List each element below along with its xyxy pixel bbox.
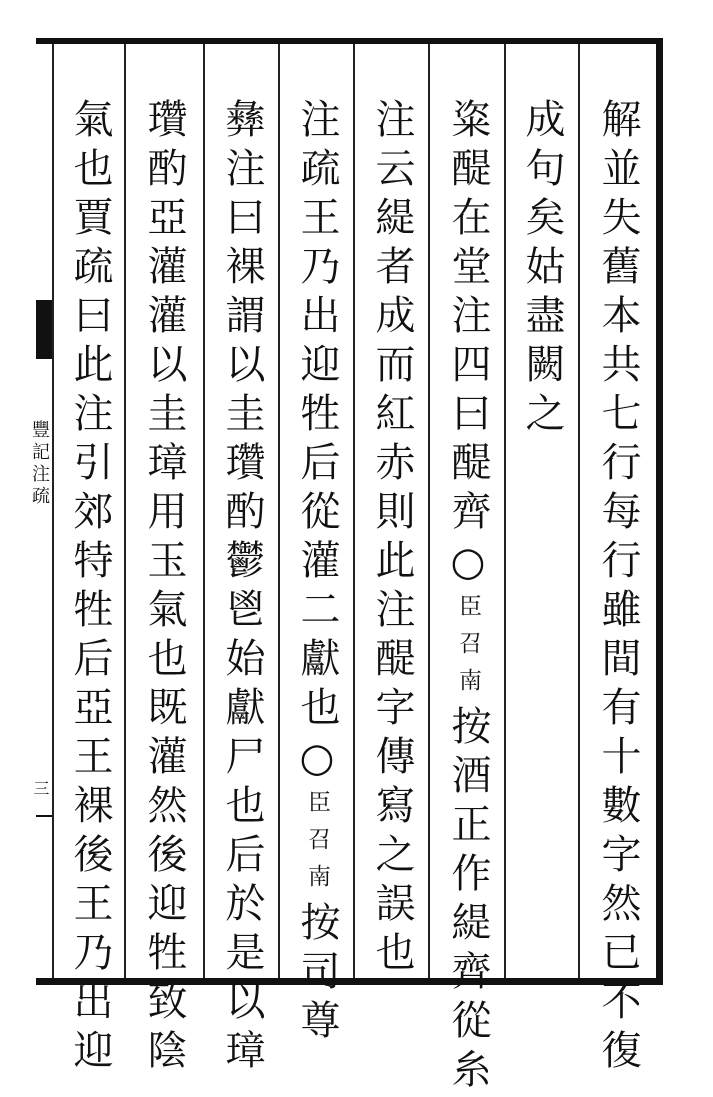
margin-fishtail-mark <box>36 300 52 358</box>
text-column-7 <box>138 98 190 1078</box>
column-annotation: 臣召南 <box>304 790 330 901</box>
text-column-1 <box>592 98 644 1078</box>
column-rule <box>578 44 580 978</box>
text-column-3 <box>442 98 494 1097</box>
column-main-text: 注疏王乃出迎牲后從灌二獻也○ <box>294 98 340 790</box>
margin-page-number: 三 <box>31 780 50 796</box>
column-main-text: 瓚酌亞灌灌以圭璋用玉氣也既灌然後迎牲致陰 <box>141 98 187 1078</box>
column-main-text: 氣也賈疏曰此注引郊特牲后亞王裸後王乃出迎 <box>67 98 113 1078</box>
frame-right-border <box>656 38 663 984</box>
column-main-text: 解並失舊本共七行每行雖間有十數字然已不復 <box>595 98 641 1078</box>
text-column-4 <box>366 98 418 980</box>
column-rule <box>428 44 430 978</box>
margin-fishtail-notch <box>36 356 52 389</box>
text-column-8 <box>64 98 116 1078</box>
column-rule <box>124 44 126 978</box>
column-rule <box>278 44 280 978</box>
frame-bottom-border <box>36 978 663 985</box>
column-main-text: 彝注曰裸謂以圭瓚酌鬱鬯始獻尸也后於是以璋 <box>219 98 265 1078</box>
frame-left-border <box>52 44 54 978</box>
column-tail-text: 按司尊 <box>294 901 340 1048</box>
text-column-2 <box>516 98 568 441</box>
column-main-text: 粢醍在堂注四曰醍齊○ <box>445 98 491 594</box>
margin-page-tick <box>36 815 52 817</box>
margin-book-title: 豐記注疏 <box>29 420 50 508</box>
column-rule <box>504 44 506 978</box>
text-column-6 <box>216 98 268 1078</box>
column-main-text: 注云緹者成而紅赤則此注醍字傳寫之誤也 <box>369 98 415 980</box>
column-rule <box>203 44 205 978</box>
column-annotation: 臣召南 <box>455 594 481 705</box>
column-rule <box>353 44 355 978</box>
column-main-text: 成句矣姑盡闕之 <box>519 98 565 441</box>
frame-top-border <box>36 38 662 44</box>
column-tail-text: 按酒正作緹齊從糸 <box>445 705 491 1097</box>
text-column-5 <box>291 98 343 1048</box>
